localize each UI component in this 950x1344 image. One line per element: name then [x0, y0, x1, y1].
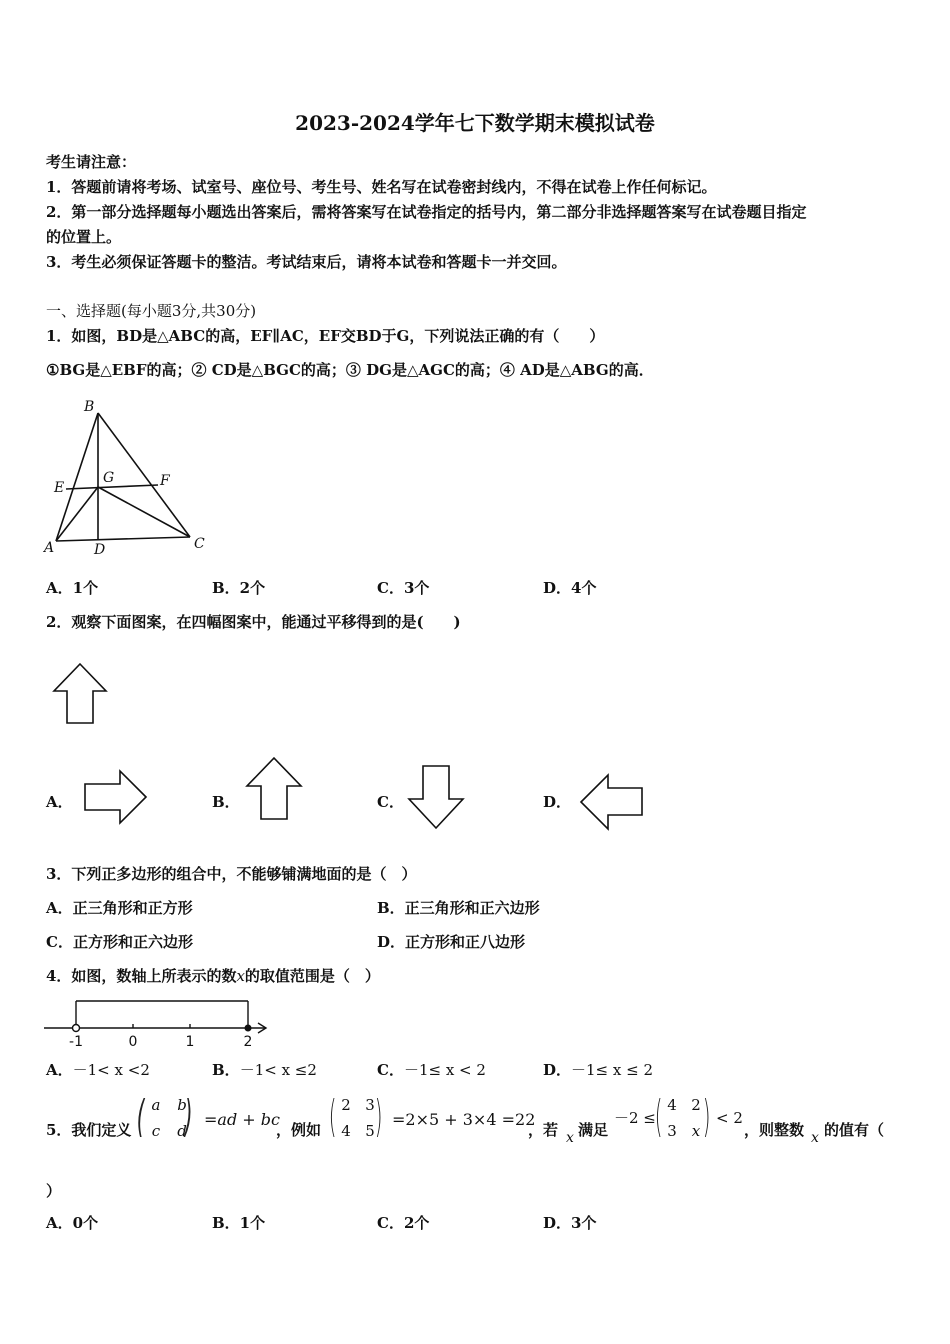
notice-item: 3．考生必须保证答题卡的整洁。考试结束后，请将本试卷和答题卡一并交回。 — [46, 253, 567, 271]
tick-label: 2 — [243, 1034, 253, 1050]
q4-option-c: C．－1≤ x < 2 — [377, 1061, 486, 1079]
arrow-down-icon — [405, 763, 467, 831]
q3-option-b: B．正三角形和正六边形 — [377, 899, 540, 917]
label-b: B — [84, 399, 95, 415]
q5-then-text: ，则整数 — [744, 1121, 805, 1139]
q5-close-paren: ） — [46, 1182, 62, 1200]
arrow-up-icon — [50, 662, 110, 727]
q5-x-symbol: x — [811, 1130, 819, 1146]
arrow-right-icon — [82, 768, 150, 826]
notice-item: 1．答题前请将考场、试室号、座位号、考生号、姓名写在试卷密封线内，不得在试卷上作任何标记。 — [46, 178, 717, 196]
q5-x-symbol: x — [566, 1130, 574, 1146]
label-d: D — [94, 542, 106, 558]
arrow-left-icon — [578, 772, 646, 832]
q5-inequality-right: < 2 — [716, 1109, 743, 1127]
q1-option-a: A．1个 — [46, 579, 99, 597]
q5-option-c: C．2个 — [377, 1214, 430, 1232]
q2-stem: 2．观察下面图案，在四幅图案中，能通过平移得到的是( ) — [46, 613, 461, 631]
q3-option-c: C．正方形和正六边形 — [46, 933, 193, 951]
q5-tail: 的值有（ — [824, 1121, 885, 1139]
q5-option-b: B．1个 — [212, 1214, 266, 1232]
condition-matrix: ( ) 4 2 3 x — [654, 1091, 711, 1142]
triangle-figure — [40, 395, 215, 560]
q1-option-b: B．2个 — [212, 579, 266, 597]
q3-stem: 3．下列正多边形的组合中，不能够铺满地面的是（ ） — [46, 865, 417, 883]
q3-option-a: A．正三角形和正方形 — [46, 899, 193, 917]
tick-label: -1 — [69, 1034, 83, 1050]
q2-option-b: B． — [212, 793, 240, 811]
q3-option-d: D．正方形和正八边形 — [377, 933, 526, 951]
label-a: A — [44, 540, 55, 556]
q1-option-d: D．4个 — [543, 579, 597, 597]
q2-option-c: C． — [377, 793, 404, 811]
q5-option-d: D．3个 — [543, 1214, 597, 1232]
q4-variable: x — [236, 967, 245, 985]
q2-option-a: A． — [46, 793, 73, 811]
q4-stem-before: 4．如图，数轴上所表示的数 — [46, 967, 237, 985]
q5-option-a: A．0个 — [46, 1214, 99, 1232]
label-g: G — [103, 470, 115, 486]
page-title: 2023-2024学年七下数学期末模拟试卷 — [295, 111, 655, 135]
notice-item: 2．第一部分选择题每小题选出答案后，需将答案写在试卷指定的括号内，第二部分非选择题答案写在试卷题目指定 — [46, 203, 807, 221]
q1-option-c: C．3个 — [377, 579, 430, 597]
definition-result: =ad + bc — [204, 1110, 280, 1129]
notice-heading: 考生请注意： — [46, 153, 137, 171]
q5-lead: 5．我们定义 — [46, 1121, 132, 1139]
q4-stem — [46, 966, 380, 986]
notice-item: 的位置上。 — [46, 228, 122, 246]
section-heading: 一、选择题(每小题3分,共30分) — [46, 302, 257, 320]
number-line-figure — [42, 993, 274, 1051]
q4-option-d: D．－1≤ x ≤ 2 — [543, 1061, 654, 1079]
tick-label: 1 — [185, 1034, 195, 1050]
arrow-up-icon — [244, 756, 304, 822]
definition-matrix: ( ) a b c d — [136, 1091, 193, 1142]
q2-option-d: D． — [543, 793, 572, 811]
q4-option-a: A．－1< x <2 — [46, 1061, 150, 1079]
q4-stem-after: 的取值范围是（ ） — [244, 967, 380, 985]
example-matrix: ( ) 2 3 4 5 — [328, 1091, 383, 1142]
label-c: C — [194, 536, 205, 552]
label-e: E — [54, 480, 65, 496]
q5-inequality-left: －2 ≤ — [614, 1109, 656, 1127]
example-result: =2×5 + 3×4 =22 — [392, 1110, 536, 1129]
q4-option-b: B．－1< x ≤2 — [212, 1061, 317, 1079]
q5-if-word: ，若 — [528, 1121, 559, 1139]
tick-label: 0 — [128, 1034, 138, 1050]
q1-statements: ①BG是△EBF的高；② CD是△BGC的高；③ DG是△AGC的高；④ AD是△ABG的高． — [46, 361, 654, 379]
q1-stem: 1．如图，BD是△ABC的高，EF∥AC，EF交BD于G，下列说法正确的有（ ） — [46, 327, 605, 345]
label-f: F — [160, 473, 170, 489]
q5-satisfy-word: 满足 — [578, 1121, 609, 1139]
q5-example-word: ，例如 — [276, 1121, 322, 1139]
